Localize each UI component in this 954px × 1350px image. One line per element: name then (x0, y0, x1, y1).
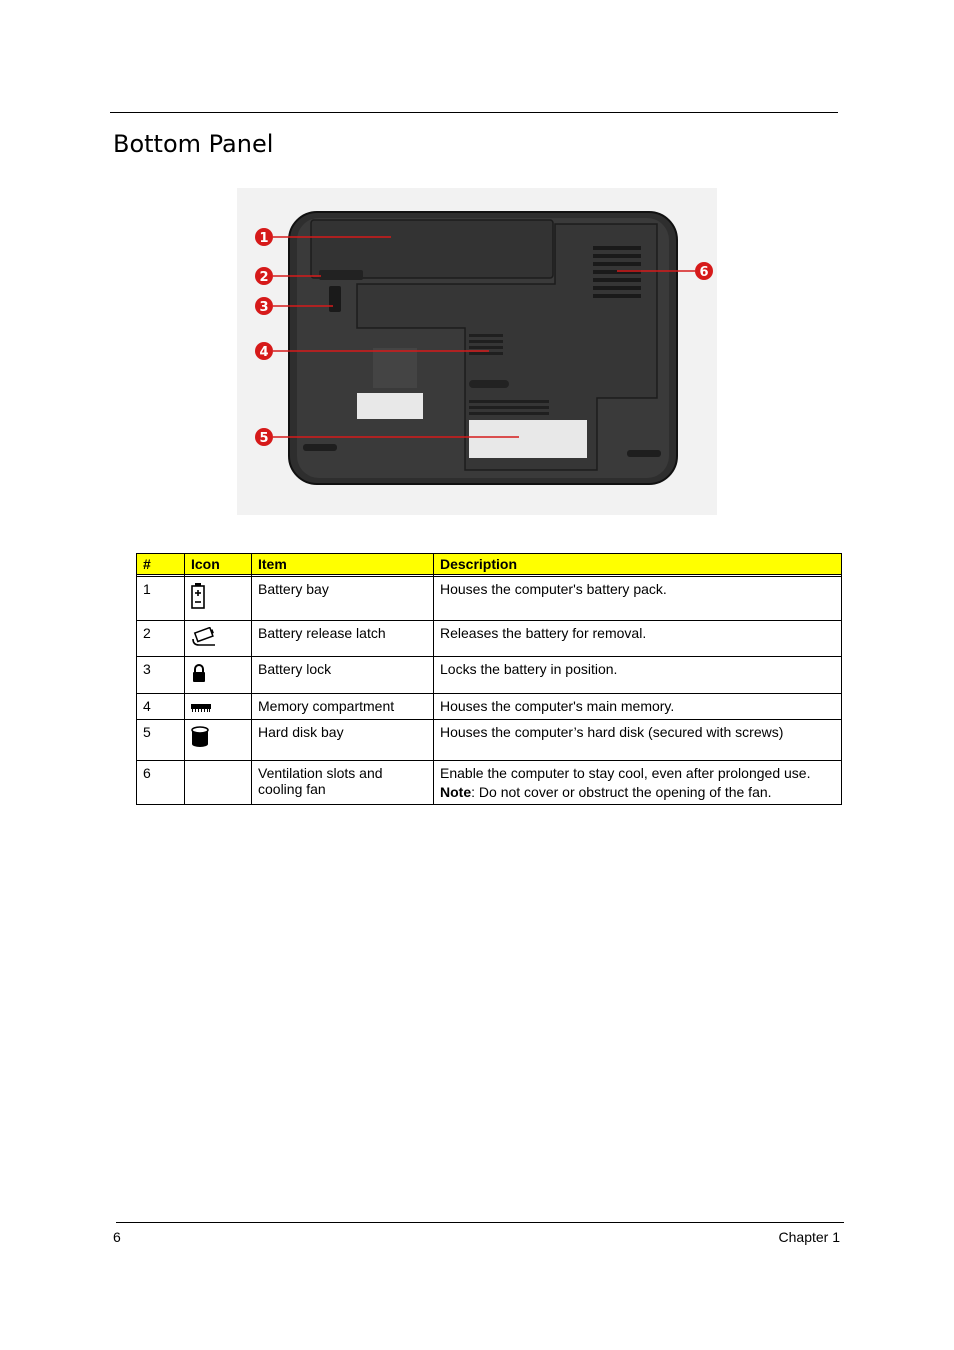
row-icon-empty (185, 761, 252, 805)
component-table (136, 553, 842, 805)
svg-text:5: 5 (259, 431, 269, 446)
row-number: 1 (137, 577, 185, 621)
page-title: Bottom Panel (113, 130, 274, 158)
header-item: Item (252, 554, 434, 575)
header-number: # (137, 554, 185, 575)
battery-icon (191, 583, 205, 609)
table-row (137, 694, 842, 720)
row-description: Locks the battery in position. (434, 657, 842, 694)
footer-rule (116, 1222, 844, 1223)
row-description: Houses the computer's main memory. (434, 694, 842, 720)
row-number: 5 (137, 720, 185, 761)
table-row (137, 761, 842, 805)
row-number: 3 (137, 657, 185, 694)
note-label: Note (440, 784, 472, 800)
row-description: Houses the computer's battery pack. (434, 577, 842, 621)
row-note (440, 784, 835, 800)
callout-3 (255, 297, 273, 315)
chapter-label: Chapter 1 (778, 1229, 840, 1245)
row-description (434, 761, 842, 805)
svg-text:3: 3 (259, 300, 269, 315)
header-icon: Icon (185, 554, 252, 575)
row-item: Battery bay (252, 577, 434, 621)
bottom-panel-figure (237, 188, 717, 515)
memory-icon (191, 703, 211, 713)
table-row (137, 621, 842, 657)
svg-text:4: 4 (259, 345, 269, 360)
row-description: Releases the battery for removal. (434, 621, 842, 657)
callout-4 (255, 342, 273, 360)
row-item: Battery release latch (252, 621, 434, 657)
callout-1 (255, 228, 273, 246)
callout-2 (255, 267, 273, 285)
row-number: 6 (137, 761, 185, 805)
row-number: 4 (137, 694, 185, 720)
row-item: Battery lock (252, 657, 434, 694)
row-item: Memory compartment (252, 694, 434, 720)
lock-icon (191, 663, 207, 683)
table-row (137, 577, 842, 621)
row-item: Hard disk bay (252, 720, 434, 761)
row-description-text: Enable the computer to stay cool, even after prolonged use. (440, 765, 811, 781)
callout-5 (255, 428, 273, 446)
header-description: Description (434, 554, 842, 575)
battery-release-icon (191, 627, 217, 647)
row-number: 2 (137, 621, 185, 657)
svg-text:6: 6 (699, 265, 709, 280)
table-row (137, 657, 842, 694)
row-item: Ventilation slots and cooling fan (252, 761, 434, 805)
table-header-row (137, 554, 842, 575)
page-number: 6 (113, 1229, 121, 1245)
table-row (137, 720, 842, 761)
hard-disk-icon (191, 726, 209, 748)
header-rule (110, 112, 838, 113)
callout-6 (695, 262, 713, 280)
svg-text:2: 2 (259, 270, 269, 285)
svg-text:1: 1 (259, 231, 269, 246)
note-text: : Do not cover or obstruct the opening of the fan. (471, 784, 772, 800)
row-description: Houses the computer’s hard disk (secured with screws) (434, 720, 842, 761)
